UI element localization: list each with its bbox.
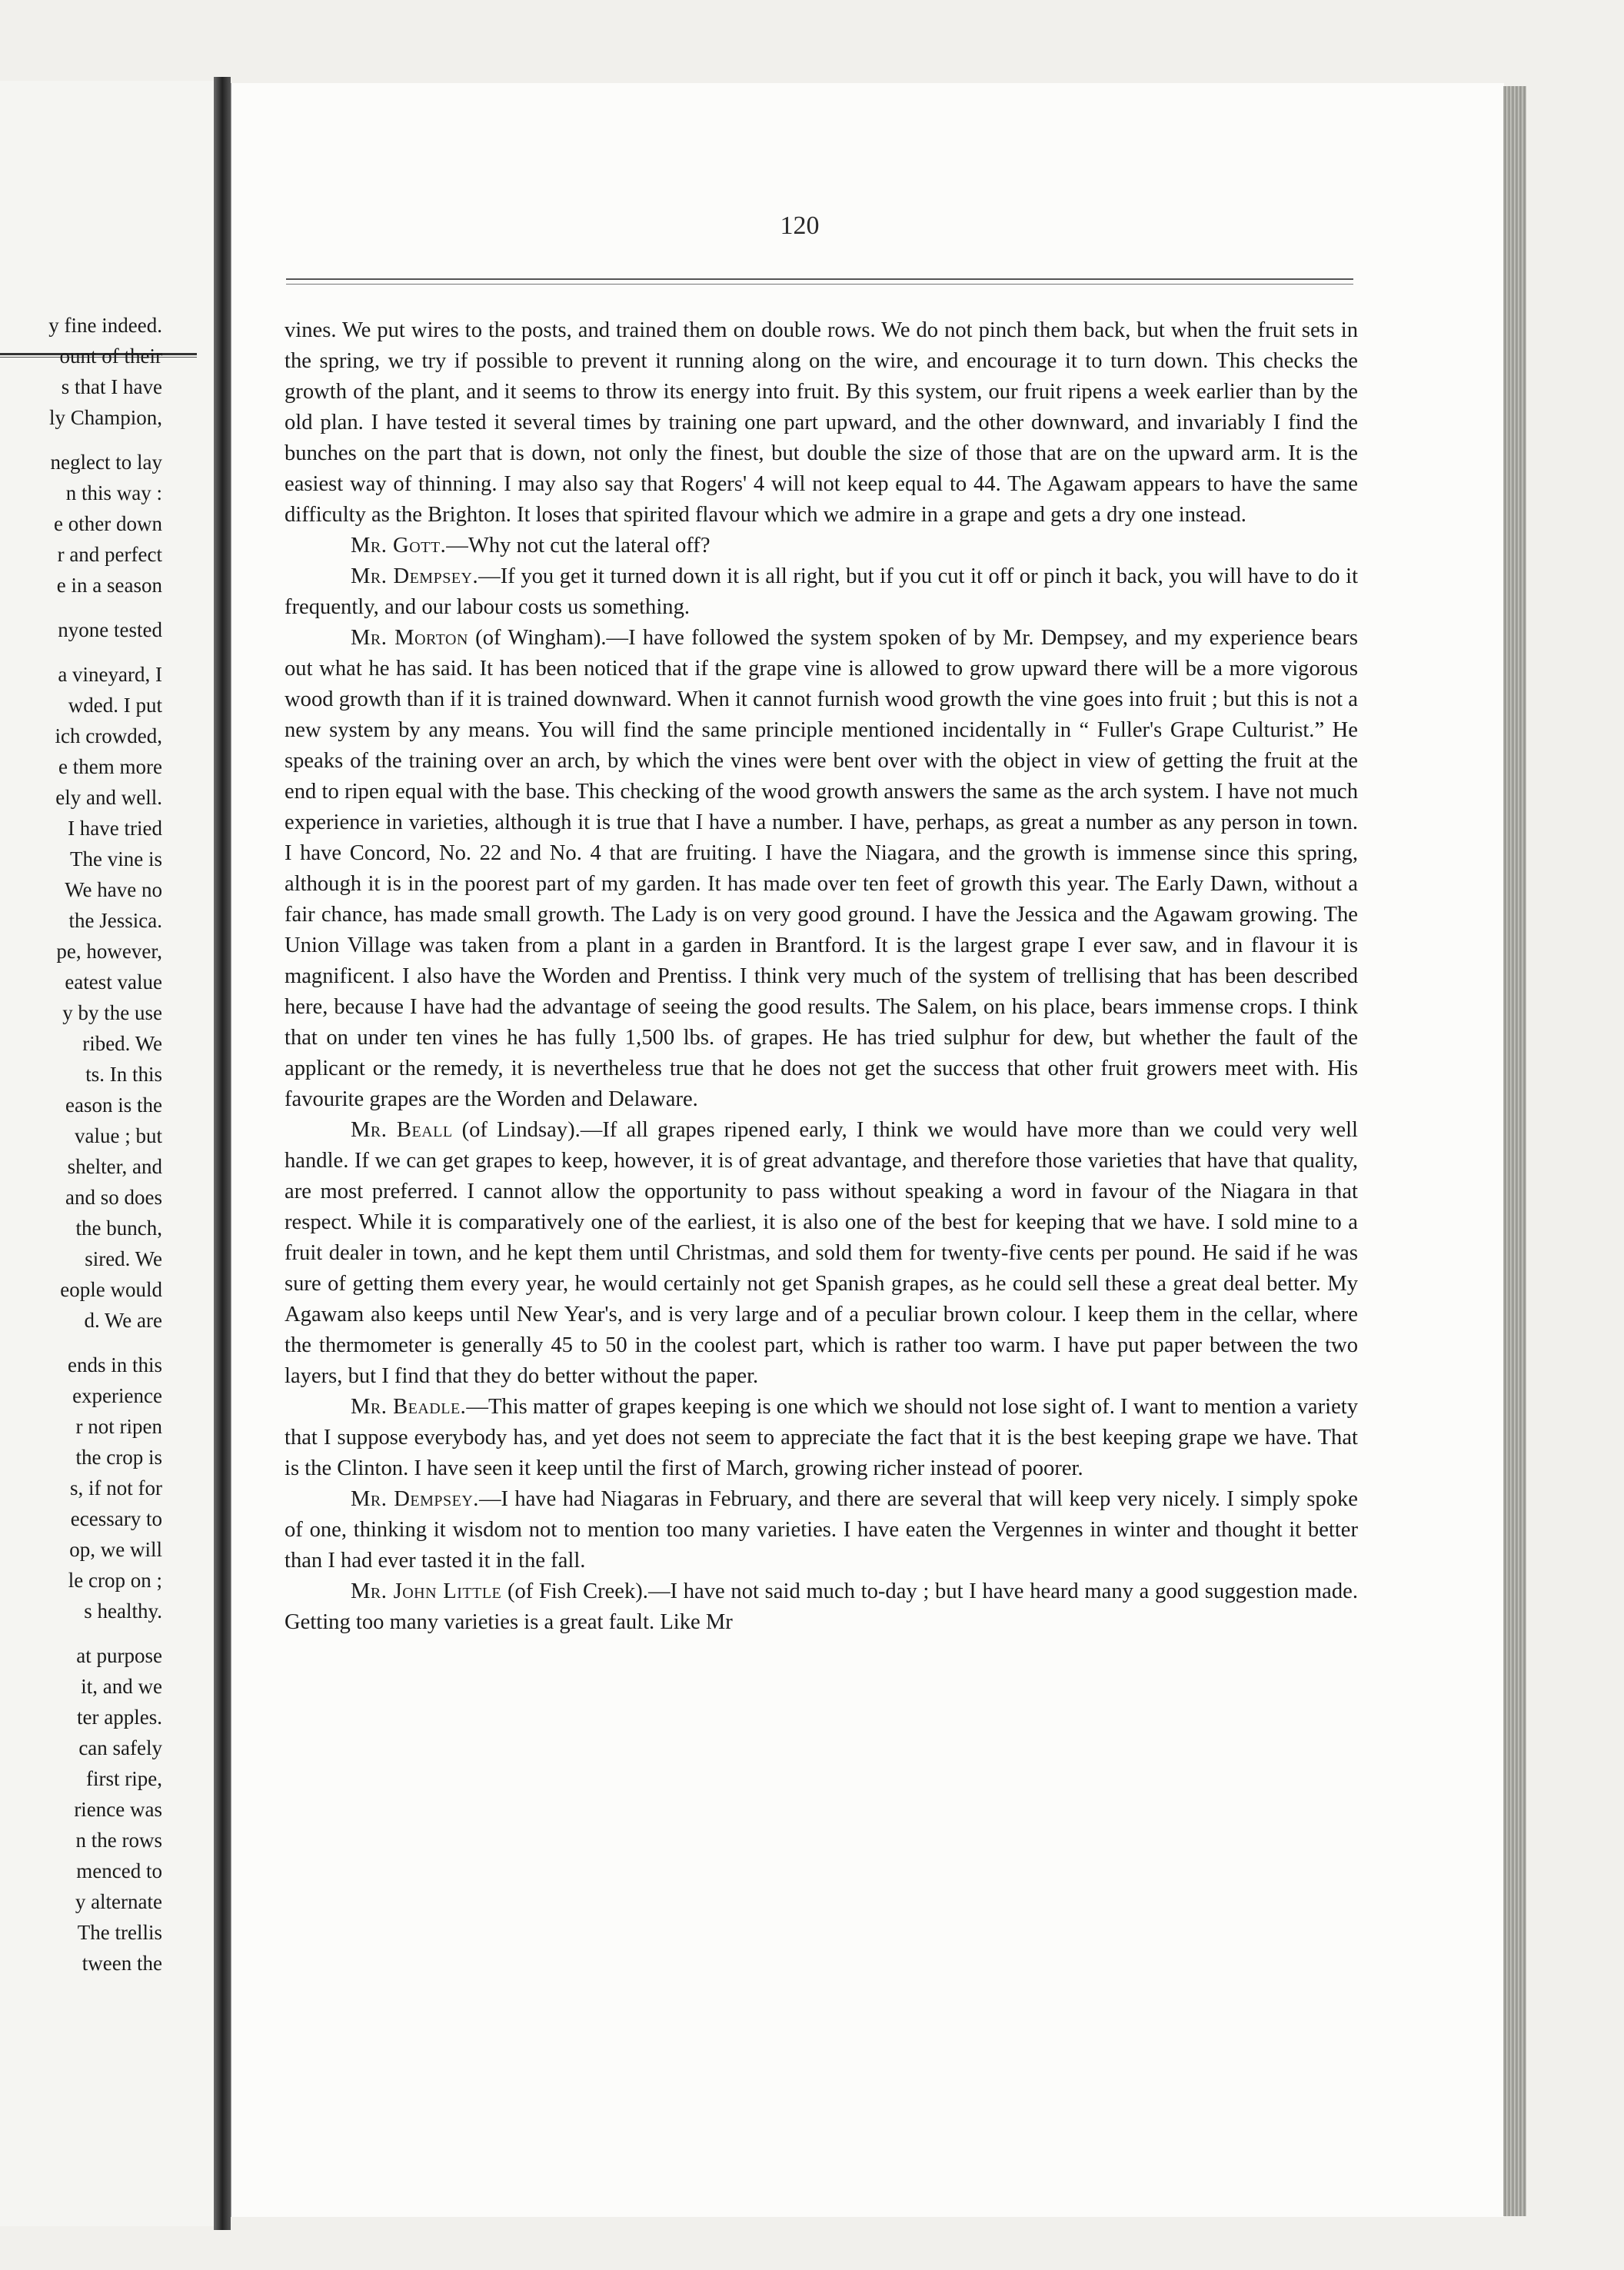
- left-fragment-line: tween the: [82, 1952, 162, 1975]
- left-fragment-line: nyone tested: [58, 618, 162, 641]
- paragraph-text: (of Lindsay).—If all grapes ripened early, I think we would have more than we could very well handle. If we can get grapes to keep, however, it is of great advantage, and therefore those varieties that have that quality, are most preferred. I cannot allow the opportunity to pass without speaking a word in favour of the Niagara in that respect. While it is comparatively one of the earliest, it is also one of the best for keeping that we have. I sold mine to a fruit dealer in town, and he kept them until Christmas, and sold them for twenty-five cents per pound. He said if he was sure of getting them every year, he would certainly not get Spanish grapes, as he could sell these a great deal better. My Agawam also keeps until New Year's, and is very large and of a peculiar brown colour. I keep them in the cellar, where the thermometer is generally 45 to 50 in the coolest part, which is rather too warm. I have put paper between the two layers, but I find that they do better without the paper.: [285, 1118, 1358, 1388]
- left-fragment-line: We have no: [65, 878, 162, 901]
- left-fragment-line: ount of their: [59, 344, 162, 368]
- paragraph: [285, 315, 1358, 531]
- left-fragment-line: sired. We: [85, 1247, 162, 1270]
- left-fragment-line: the Jessica.: [68, 909, 162, 932]
- left-fragment-line: The vine is: [70, 847, 162, 870]
- left-fragment-line: The trellis: [77, 1921, 162, 1944]
- paragraph: [285, 531, 1358, 561]
- left-fragment-line: neglect to lay: [50, 451, 162, 474]
- left-fragment-line: e them more: [58, 755, 162, 778]
- header-rule: [286, 278, 1353, 285]
- speaker-name: Mr. Gott.: [351, 534, 447, 558]
- left-fragment-line: s that I have: [61, 375, 162, 398]
- paragraph-text: (of Wingham).—I have followed the system spoken of by Mr. Dempsey, and my experience bears out what he has said. It has been noticed that if the grape vine is allowed to grow upward there will be a more vigorous wood growth than if it is trained downward. When it cannot furnish wood growth the vine goes into fruit ; but this is not a new system by any means. You will find the same principle mentioned incidentally in “ Fuller's Grape Culturist.” He speaks of the training over an arch, by which the vines were bent over with the object in view of getting the fruit at the end to ripen equal with the base. This checking of the wood growth answers the same as the arch system. I have not much experience in varieties, although it is true that I have a number. I have, perhaps, as great a number as any person in town. I have Concord, No. 22 and No. 4 that are fruiting. I have the Niagara, and the growth is immense since this spring, although it is in the poorest part of my garden. It has made over ten feet of growth this year. The Early Dawn, without a fair chance, has made small growth. The Lady is on very good ground. I have the Jessica and the Agawam growing. The Union Village was taken from a plant in a garden in Brantford. It is the largest grape I ever saw, and in flavour it is magnificent. I also have the Worden and Prentiss. I think very much of the system of trellising that has been described here, because I have had the advantage of seeing the good results. The Salem, on his place, bears immense crops. I think that on under ten vines he has fully 1,500 lbs. of grapes. He has tried sulphur for dew, but whether the fault of the applicant or the remedy, it is nevertheless true that he does not get the success that other fruit growers meet with. His favourite grapes are the Worden and Delaware.: [285, 626, 1358, 1111]
- book-gutter: [214, 77, 231, 2230]
- left-page-text-fragments: [0, 310, 162, 1979]
- left-fragment-line: can safely: [78, 1736, 162, 1759]
- paragraph-text: vines. We put wires to the posts, and trained them on double rows. We do not pinch them back, but when the fruit sets in the spring, we try if possible to prevent it running along on the wire, and encourage it to turn down. This checks the growth of the plant, and it seems to throw its energy into fruit. By this system, our fruit ripens a week earlier than by the old plan. I have tested it several times by training one part upward, and the other downward, and invariably I find the bunches on the part that is down, not only the finest, but double the size of those that are on the upward arm. It is the easiest way of thinning. I may also say that Rogers' 4 will not keep equal to 44. The Agawam appears to have the same difficulty as the Brighton. It loses that spirited flavour which we admire in a grape and gets a dry one instead.: [285, 318, 1358, 527]
- left-fragment-line: ts. In this: [85, 1063, 162, 1086]
- left-fragment-line: experience: [72, 1384, 162, 1407]
- paragraph: [285, 623, 1358, 1115]
- paragraph: [285, 1576, 1358, 1638]
- left-fragment-line: eople would: [60, 1278, 162, 1301]
- body-text: [285, 315, 1358, 1638]
- left-fragment-line: ribed. We: [82, 1032, 162, 1055]
- left-fragment-line: ter apples.: [77, 1706, 162, 1729]
- left-fragment-line: ly Champion,: [49, 406, 162, 429]
- left-fragment-line: value ; but: [75, 1124, 162, 1147]
- left-fragment-line: [0, 601, 162, 614]
- paragraph-text: —Why not cut the lateral off?: [446, 534, 710, 558]
- left-fragment-line: a vineyard, I: [58, 663, 162, 686]
- left-fragment-line: r and perfect: [57, 543, 162, 566]
- left-fragment-line: y fine indeed.: [48, 314, 162, 337]
- left-fragment-line: [0, 1626, 162, 1640]
- left-facing-page: [0, 81, 214, 2226]
- left-fragment-line: n this way :: [65, 481, 162, 504]
- left-fragment-line: eason is the: [65, 1093, 162, 1117]
- left-fragment-line: y by the use: [62, 1001, 162, 1024]
- paragraph-text: —This matter of grapes keeping is one which we should not lose sight of. I want to mention a variety that I suppose everybody has, and yet does not seem to appreciate the fact that it is the best keeping grape we have. That is the Clinton. I have seen it keep until the first of March, growing richer instead of poorer.: [285, 1395, 1358, 1480]
- paragraph: [285, 1484, 1358, 1576]
- left-fragment-line: the bunch,: [75, 1217, 162, 1240]
- page-number: 120: [780, 211, 820, 240]
- left-fragment-line: s healthy.: [84, 1599, 162, 1623]
- left-fragment-line: ends in this: [67, 1353, 162, 1376]
- left-fragment-line: first ripe,: [86, 1767, 162, 1790]
- paragraph: [285, 561, 1358, 623]
- left-fragment-line: e in a season: [56, 574, 162, 597]
- left-fragment-line: shelter, and: [67, 1155, 162, 1178]
- left-fragment-line: s, if not for: [70, 1476, 162, 1499]
- speaker-name: Mr. Beall: [351, 1118, 453, 1142]
- left-fragment-line: eatest value: [65, 970, 162, 994]
- left-fragment-line: [0, 1336, 162, 1350]
- left-fragment-line: it, and we: [81, 1675, 162, 1698]
- left-fragment-line: pe, however,: [56, 940, 162, 963]
- speaker-name: Mr. Dempsey.: [351, 564, 479, 588]
- paragraph-text: —I have had Niagaras in February, and there are several that will keep very nicely. I simply spoke of one, thinking it wisdom not to mention too many varieties. I have eaten the Vergennes in winter and thought it better than I had ever tasted it in the fall.: [285, 1487, 1358, 1573]
- speaker-name: Mr. John Little: [351, 1579, 502, 1603]
- left-fragment-line: e other down: [54, 512, 162, 535]
- paragraph-text: —If you get it turned down it is all right, but if you cut it off or pinch it back, you will have to do it frequently, and our labour costs us something.: [285, 564, 1359, 619]
- paragraph: [285, 1392, 1358, 1484]
- left-fragment-line: ecessary to: [70, 1507, 162, 1530]
- left-fragment-line: I have tried: [68, 817, 162, 840]
- left-fragment-line: r not ripen: [75, 1415, 162, 1438]
- left-fragment-line: and so does: [65, 1186, 162, 1209]
- left-fragment-line: [0, 433, 162, 447]
- left-fragment-line: rience was: [74, 1798, 162, 1821]
- left-fragment-line: ely and well.: [55, 786, 162, 809]
- left-fragment-line: d. We are: [84, 1309, 162, 1332]
- left-fragment-line: op, we will: [69, 1538, 162, 1561]
- left-fragment-line: le crop on ;: [68, 1569, 162, 1592]
- speaker-name: Mr. Dempsey.: [351, 1487, 479, 1511]
- paragraph-text: (of Fish Creek).—I have not said much to-day ; but I have heard many a good suggestion made. Getting too many varieties is a great fault. Like Mr: [285, 1579, 1359, 1634]
- left-fragment-line: menced to: [76, 1859, 162, 1882]
- left-fragment-line: the crop is: [75, 1446, 162, 1469]
- left-fragment-line: ich crowded,: [55, 724, 162, 747]
- speaker-name: Mr. Morton: [351, 626, 468, 650]
- left-fragment-line: at purpose: [76, 1644, 162, 1667]
- left-fragment-line: n the rows: [75, 1829, 162, 1852]
- left-fragment-line: [0, 645, 162, 659]
- page-edges: [1503, 86, 1526, 2216]
- paragraph: [285, 1115, 1358, 1392]
- left-fragment-line: wded. I put: [68, 694, 162, 717]
- left-fragment-line: y alternate: [75, 1890, 162, 1913]
- speaker-name: Mr. Beadle.: [351, 1395, 467, 1419]
